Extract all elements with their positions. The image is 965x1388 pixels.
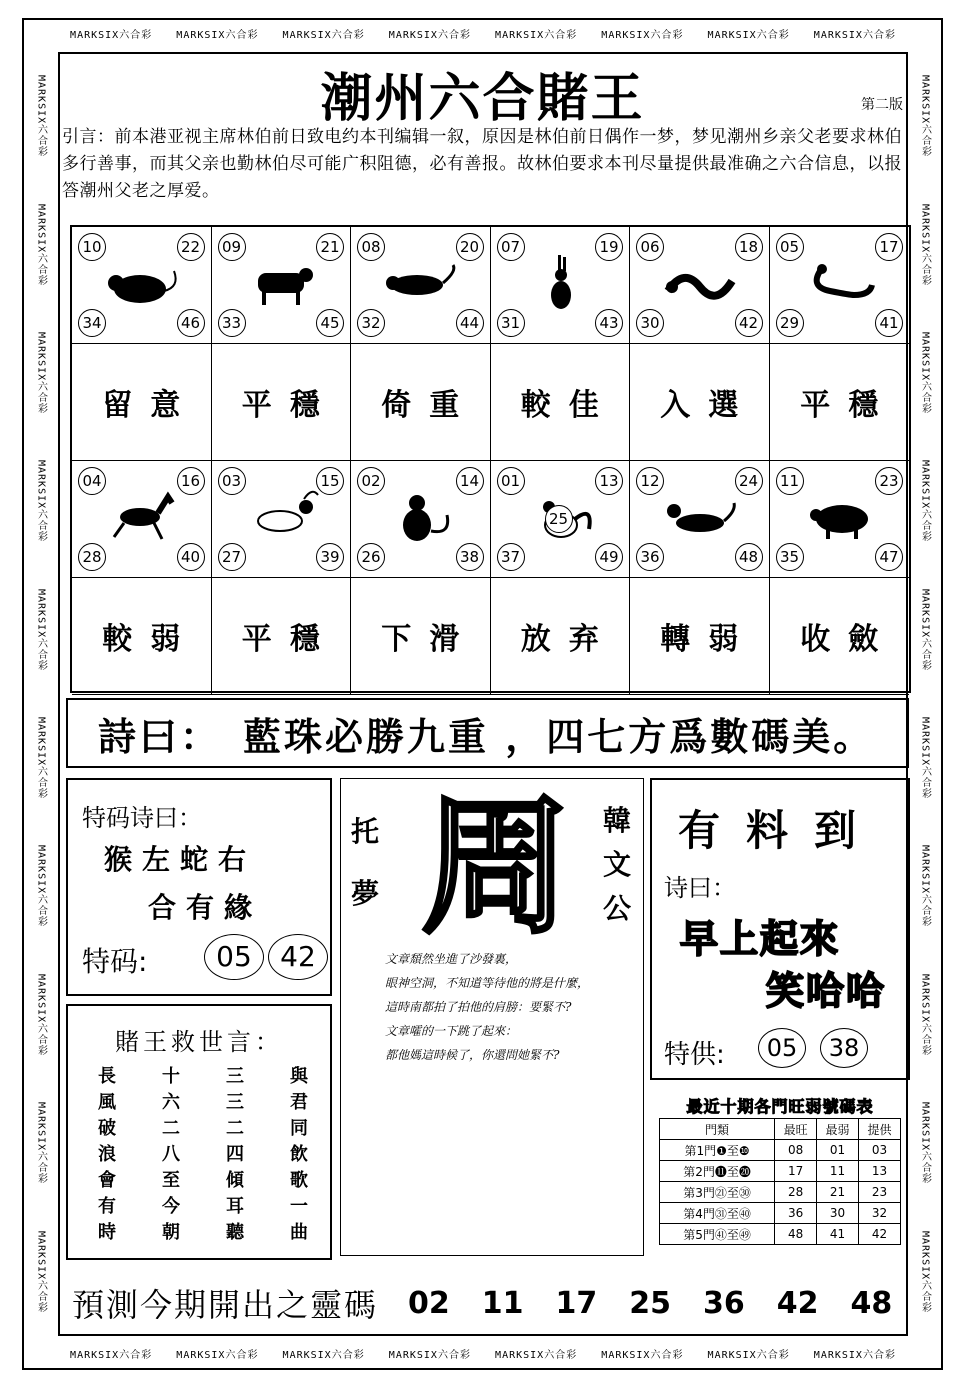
watermark-text: MARKSIX六合彩 [176, 30, 259, 41]
zodiac-cell [630, 227, 770, 344]
horse-icon [102, 485, 182, 549]
gambler-char: 至 [162, 1170, 180, 1191]
watermark-text: MARKSIX六合彩 [919, 1102, 931, 1185]
gambler-column [98, 1064, 116, 1246]
zodiac-number: 41 [875, 309, 903, 337]
story-line: 都他媽這時候了，你還問她緊不? [385, 1048, 560, 1062]
offer-label: 特供: [664, 1040, 725, 1070]
zodiac-number: 42 [735, 309, 763, 337]
special-code-number: 05 [204, 934, 264, 980]
watermark-top [58, 26, 908, 41]
gambler-char: 耳 [226, 1196, 244, 1217]
fortune-cell: 入選 [630, 344, 770, 461]
rat-icon [102, 251, 182, 315]
watermark-text: MARKSIX六合彩 [388, 30, 471, 41]
gambler-char: 聽 [226, 1222, 244, 1243]
zodiac-cell [212, 461, 352, 578]
zodiac-number: 25 [545, 505, 573, 533]
watermark-text: MARKSIX六合彩 [919, 331, 931, 415]
prediction-number: 25 [629, 1285, 672, 1321]
zodiac-number: 36 [636, 543, 664, 571]
watermark-text: MARKSIX六合彩 [35, 588, 47, 671]
watermark-text: MARKSIX六合彩 [495, 30, 578, 41]
column-header: 最旺 [775, 1119, 817, 1140]
zodiac-number: 29 [776, 309, 804, 337]
zodiac-number: 35 [776, 543, 804, 571]
watermark-text: MARKSIX六合彩 [919, 973, 931, 1056]
gambler-char: 三 [226, 1066, 244, 1087]
zodiac-number: 05 [776, 233, 804, 261]
watermark-text: MARKSIX六合彩 [919, 460, 931, 543]
edition-label: 第二版 [861, 97, 903, 113]
fortune-cell: 平穩 [770, 344, 910, 461]
zodiac-number: 12 [636, 467, 664, 495]
fortune-cell: 留意 [72, 344, 212, 461]
zodiac-number: 24 [735, 467, 763, 495]
gambler-char: 朝 [162, 1222, 180, 1243]
table-cell: 08 [775, 1140, 817, 1161]
gambler-char: 同 [290, 1118, 308, 1139]
gambler-char: 飲 [290, 1144, 308, 1165]
watermark-bottom [58, 1346, 908, 1361]
zodiac-number: 30 [636, 309, 664, 337]
zodiac-number: 10 [78, 233, 106, 261]
zodiac-number: 47 [875, 543, 903, 571]
watermark-text: MARKSIX六合彩 [35, 1102, 47, 1185]
arrival-box [650, 778, 910, 1080]
zodiac-number: 48 [735, 543, 763, 571]
prediction-numbers [408, 1286, 892, 1321]
poem-text: 藍珠必勝九重 ，四七方爲數碼美。 [243, 714, 875, 759]
fortune-cell: 平穩 [212, 578, 352, 695]
gambler-char: 會 [98, 1170, 116, 1191]
column-header: 門類 [660, 1119, 775, 1140]
prediction-number: 42 [776, 1285, 819, 1321]
zodiac-number: 45 [316, 309, 344, 337]
gambler-char: 浪 [98, 1144, 116, 1165]
gambler-char: 與 [290, 1066, 308, 1087]
table-cell: 第1門❶至❿ [660, 1140, 775, 1161]
gambler-column [226, 1064, 244, 1246]
table-cell: 第5門㊶至㊾ [660, 1224, 775, 1245]
gambler-char: 一 [290, 1196, 308, 1217]
intro-text: 引言：前本港亚视主席林伯前日致电约本刊编辑一叙，原因是林伯前日偶作一梦，梦见潮州乡亲父老要求林伯多行善事，而其父亲也勤林伯尽可能广积阻德，必有善报。故林伯要求本刊尽量提供最准确之六合信息，以报答潮州父老之厚爱。 [62, 127, 902, 201]
zodiac-number: 21 [316, 233, 344, 261]
zodiac-number: 31 [497, 309, 525, 337]
arrival-heading: 诗曰： [664, 874, 736, 902]
pig-icon [800, 485, 880, 549]
tiger-icon [381, 251, 461, 315]
arrival-line2: 笑哈哈 [766, 969, 887, 1013]
special-poem-heading: 特码诗曰： [82, 804, 202, 832]
dream-left-label: 托夢 [351, 815, 380, 910]
zodiac-cell [351, 461, 491, 578]
gambler-char: 長 [98, 1066, 116, 1087]
zodiac-number: 19 [595, 233, 623, 261]
watermark-text: MARKSIX六合彩 [35, 203, 47, 286]
watermark-text: MARKSIX六合彩 [176, 1350, 259, 1361]
gambler-char: 八 [162, 1144, 180, 1165]
prediction-number: 17 [555, 1285, 598, 1321]
goat-icon [242, 485, 322, 549]
special-code-label: 特码: [82, 945, 148, 978]
dream-story [385, 947, 645, 1067]
watermark-text: MARKSIX六合彩 [35, 331, 47, 415]
watermark-text: MARKSIX六合彩 [707, 1350, 790, 1361]
table-cell: 48 [775, 1224, 817, 1245]
watermark-text: MARKSIX六合彩 [919, 75, 931, 158]
zodiac-number: 09 [218, 233, 246, 261]
special-poem-line2: 合有緣 [148, 891, 263, 924]
fortune-cell: 下滑 [351, 578, 491, 695]
zodiac-cell [491, 461, 631, 578]
zodiac-number: 08 [357, 233, 385, 261]
watermark-text: MARKSIX六合彩 [919, 588, 931, 671]
zodiac-number: 07 [497, 233, 525, 261]
zodiac-cell [351, 227, 491, 344]
offer-number: 38 [820, 1028, 868, 1068]
table-row [660, 1140, 901, 1161]
snake-icon [800, 251, 880, 315]
special-poem-line1: 猴左蛇右 [104, 843, 257, 876]
zodiac-number: 16 [177, 467, 205, 495]
arrival-headline: 有料到 [678, 806, 883, 855]
gambler-char: 時 [98, 1222, 116, 1243]
dragon-icon [660, 251, 740, 315]
fortune-cell: 較佳 [491, 344, 631, 461]
table-row [660, 1161, 901, 1182]
table-row [660, 1203, 901, 1224]
watermark-text: MARKSIX六合彩 [813, 1350, 896, 1361]
arrival-line1: 早上起來 [680, 917, 841, 961]
zodiac-number: 18 [735, 233, 763, 261]
prediction-number: 48 [850, 1285, 893, 1321]
zodiac-cell [212, 227, 352, 344]
watermark-text: MARKSIX六合彩 [35, 845, 47, 928]
watermark-text: MARKSIX六合彩 [35, 1230, 47, 1313]
gambler-column [290, 1064, 308, 1246]
zodiac-number: 22 [177, 233, 205, 261]
zodiac-number: 11 [776, 467, 804, 495]
zodiac-cell [630, 461, 770, 578]
zodiac-number: 34 [78, 309, 106, 337]
gambler-columns [98, 1064, 308, 1246]
table-cell: 28 [775, 1182, 817, 1203]
table-cell: 第2門⓫至⓴ [660, 1161, 775, 1182]
story-line: 這時南都拍了拍他的肩膀：要緊不? [385, 1000, 572, 1014]
stats-table [659, 1118, 901, 1245]
table-header-row [660, 1119, 901, 1140]
gambler-char: 傾 [226, 1170, 244, 1191]
gambler-char: 破 [98, 1118, 116, 1139]
watermark-text: MARKSIX六合彩 [601, 1350, 684, 1361]
zodiac-number: 40 [177, 543, 205, 571]
watermark-text: MARKSIX六合彩 [919, 203, 931, 286]
table-cell: 42 [859, 1224, 901, 1245]
poem-bar [66, 698, 909, 768]
fortune-cell: 較弱 [72, 578, 212, 695]
watermark-text: MARKSIX六合彩 [919, 845, 931, 928]
watermark-text: MARKSIX六合彩 [282, 1350, 365, 1361]
zodiac-number: 39 [316, 543, 344, 571]
watermark-text: MARKSIX六合彩 [813, 30, 896, 41]
zodiac-number: 33 [218, 309, 246, 337]
column-header: 提供 [859, 1119, 901, 1140]
zodiac-number: 49 [595, 543, 623, 571]
gambler-char: 曲 [290, 1222, 308, 1243]
watermark-text: MARKSIX六合彩 [495, 1350, 578, 1361]
prediction-bar [72, 1280, 902, 1326]
gambler-char: 今 [162, 1196, 180, 1217]
ox-icon [242, 251, 322, 315]
poem-label: 詩曰： [98, 714, 222, 759]
zodiac-number: 03 [218, 467, 246, 495]
watermark-text: MARKSIX六合彩 [282, 30, 365, 41]
special-code-box [66, 778, 332, 996]
zodiac-number: 32 [357, 309, 385, 337]
table-cell: 17 [775, 1161, 817, 1182]
zodiac-cell [72, 227, 212, 344]
zodiac-number: 06 [636, 233, 664, 261]
zodiac-number: 02 [357, 467, 385, 495]
zodiac-number: 27 [218, 543, 246, 571]
watermark-text: MARKSIX六合彩 [35, 973, 47, 1056]
gambler-column [162, 1064, 180, 1246]
watermark-text: MARKSIX六合彩 [35, 75, 47, 158]
fortune-cell: 倚重 [351, 344, 491, 461]
zodiac-number: 01 [497, 467, 525, 495]
table-row [660, 1224, 901, 1245]
prediction-number: 36 [703, 1285, 745, 1321]
gambler-heading: 賭王救世言： [115, 1028, 283, 1056]
table-cell: 41 [817, 1224, 859, 1245]
prediction-label: 預測今期開出之靈碼 [72, 1286, 379, 1324]
rabbit-icon [521, 251, 601, 315]
offer-number: 05 [758, 1028, 806, 1068]
table-cell: 03 [859, 1140, 901, 1161]
gambler-char: 君 [290, 1092, 308, 1113]
table-cell: 第4門㉛至㊵ [660, 1203, 775, 1224]
table-cell: 36 [775, 1203, 817, 1224]
gambler-char: 歌 [290, 1170, 308, 1191]
watermark-left [26, 52, 56, 1336]
zodiac-cell [770, 461, 910, 578]
fortune-cell: 轉弱 [630, 578, 770, 695]
table-cell: 01 [817, 1140, 859, 1161]
fortune-cell: 收斂 [770, 578, 910, 695]
monkey-icon [381, 485, 461, 549]
table-cell: 第3門㉑至㉚ [660, 1182, 775, 1203]
gambler-char: 六 [162, 1092, 180, 1113]
dog-icon [660, 485, 740, 549]
story-line: 眼神空洞，不知道等待他的將是什麼， [385, 976, 590, 990]
zodiac-number: 43 [595, 309, 623, 337]
table-cell: 13 [859, 1161, 901, 1182]
zodiac-number: 20 [456, 233, 484, 261]
zodiac-number: 38 [456, 543, 484, 571]
fortune-cell: 平穩 [212, 344, 352, 461]
dream-big-char: 周 [421, 781, 572, 955]
table-cell: 11 [817, 1161, 859, 1182]
watermark-text: MARKSIX六合彩 [70, 30, 153, 41]
page-title: 潮州六合賭王 [320, 68, 645, 129]
fortune-cell: 放弃 [491, 578, 631, 695]
zodiac-number: 44 [456, 309, 484, 337]
zodiac-number: 13 [595, 467, 623, 495]
column-header: 最弱 [817, 1119, 859, 1140]
special-code-number: 42 [268, 934, 328, 980]
dream-right-label: 韓文公 [603, 804, 632, 925]
zodiac-grid [70, 225, 911, 693]
watermark-text: MARKSIX六合彩 [707, 30, 790, 41]
zodiac-number: 28 [78, 543, 106, 571]
table-cell: 21 [817, 1182, 859, 1203]
table-row [660, 1182, 901, 1203]
story-line: 文章頹然坐進了沙發裏， [385, 952, 518, 966]
zodiac-number: 17 [875, 233, 903, 261]
zodiac-cell [770, 227, 910, 344]
gambler-char: 二 [226, 1118, 244, 1139]
gambler-char: 四 [226, 1144, 244, 1165]
watermark-text: MARKSIX六合彩 [919, 1230, 931, 1313]
gambler-char: 三 [226, 1092, 244, 1113]
table-cell: 23 [859, 1182, 901, 1203]
table-cell: 30 [817, 1203, 859, 1224]
zodiac-number: 14 [456, 467, 484, 495]
zodiac-cell [491, 227, 631, 344]
prediction-number: 11 [481, 1285, 524, 1321]
watermark-text: MARKSIX六合彩 [601, 30, 684, 41]
dream-box [340, 778, 644, 1256]
zodiac-number: 15 [316, 467, 344, 495]
gambler-saying-box [66, 1004, 332, 1260]
watermark-text: MARKSIX六合彩 [388, 1350, 471, 1361]
zodiac-number: 26 [357, 543, 385, 571]
table-cell: 32 [859, 1203, 901, 1224]
gambler-char: 風 [98, 1092, 116, 1113]
zodiac-number: 37 [497, 543, 525, 571]
watermark-text: MARKSIX六合彩 [35, 717, 47, 800]
zodiac-cell [72, 461, 212, 578]
zodiac-number: 04 [78, 467, 106, 495]
story-line: 文章嚯的一下跳了起來： [385, 1024, 518, 1038]
watermark-text: MARKSIX六合彩 [919, 717, 931, 800]
watermark-text: MARKSIX六合彩 [70, 1350, 153, 1361]
zodiac-number: 23 [875, 467, 903, 495]
watermark-right [910, 52, 940, 1336]
watermark-text: MARKSIX六合彩 [35, 460, 47, 543]
gambler-char: 有 [98, 1196, 116, 1217]
stats-title: 最近十期各門旺弱號碼表 [686, 1097, 874, 1116]
zodiac-number: 46 [177, 309, 205, 337]
prediction-number: 02 [408, 1285, 450, 1321]
gambler-char: 十 [162, 1066, 180, 1087]
gambler-char: 二 [162, 1118, 180, 1139]
